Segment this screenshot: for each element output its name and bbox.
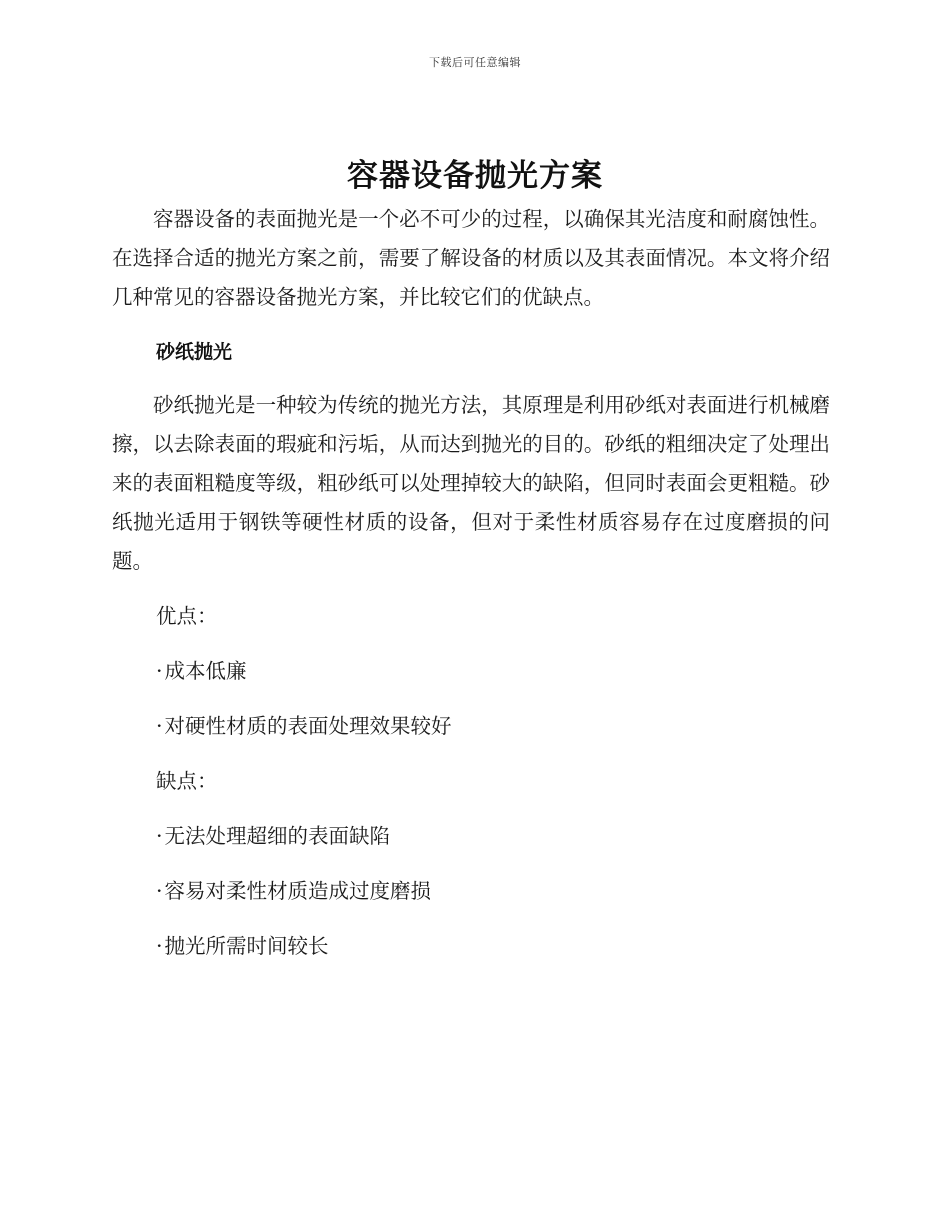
document-body (112, 200, 830, 966)
section-sandpaper (112, 334, 830, 966)
cons-item-text: 无法处理超细的表面缺陷 (164, 824, 391, 848)
list-item (112, 707, 830, 746)
bullet-icon: · (156, 824, 163, 848)
cons-item-text: 容易对柔性材质造成过度磨损 (164, 879, 432, 903)
bullet-icon: · (156, 659, 163, 683)
bullet-icon: · (156, 934, 163, 958)
list-item (112, 652, 830, 691)
pros-item-text: 对硬性材质的表面处理效果较好 (164, 714, 452, 738)
bullet-icon: · (156, 879, 163, 903)
cons-item-text: 抛光所需时间较长 (164, 934, 329, 958)
pros-item-text: 成本低廉 (164, 659, 247, 683)
list-item (112, 872, 830, 911)
section-heading: 砂纸抛光 (156, 341, 233, 363)
section-paragraph: 砂纸抛光是一种较为传统的抛光方法，其原理是利用砂纸对表面进行机械磨擦，以去除表面的瑕疵和污垢，从而达到抛光的目的。砂纸的粗细决定了处理出来的表面粗糙度等级，粗砂纸可以处理掉较大的缺陷，但同时表面会更粗糙。砂纸抛光适用于钢铁等硬性材质的设备，但对于柔性材质容易存在过度磨损的问题。 (112, 393, 830, 573)
bullet-icon: · (156, 714, 163, 738)
cons-label: 缺点： (156, 769, 218, 793)
list-item (112, 817, 830, 856)
document-title: 容器设备抛光方案 (347, 158, 603, 194)
intro-paragraph: 容器设备的表面抛光是一个必不可少的过程，以确保其光洁度和耐腐蚀性。在选择合适的抛光方案之前，需要了解设备的材质以及其表面情况。本文将介绍几种常见的容器设备抛光方案，并比较它们的优缺点。 (112, 207, 830, 309)
header-note: 下载后可任意编辑 (429, 56, 521, 69)
list-item (112, 927, 830, 966)
pros-label: 优点： (156, 604, 218, 628)
